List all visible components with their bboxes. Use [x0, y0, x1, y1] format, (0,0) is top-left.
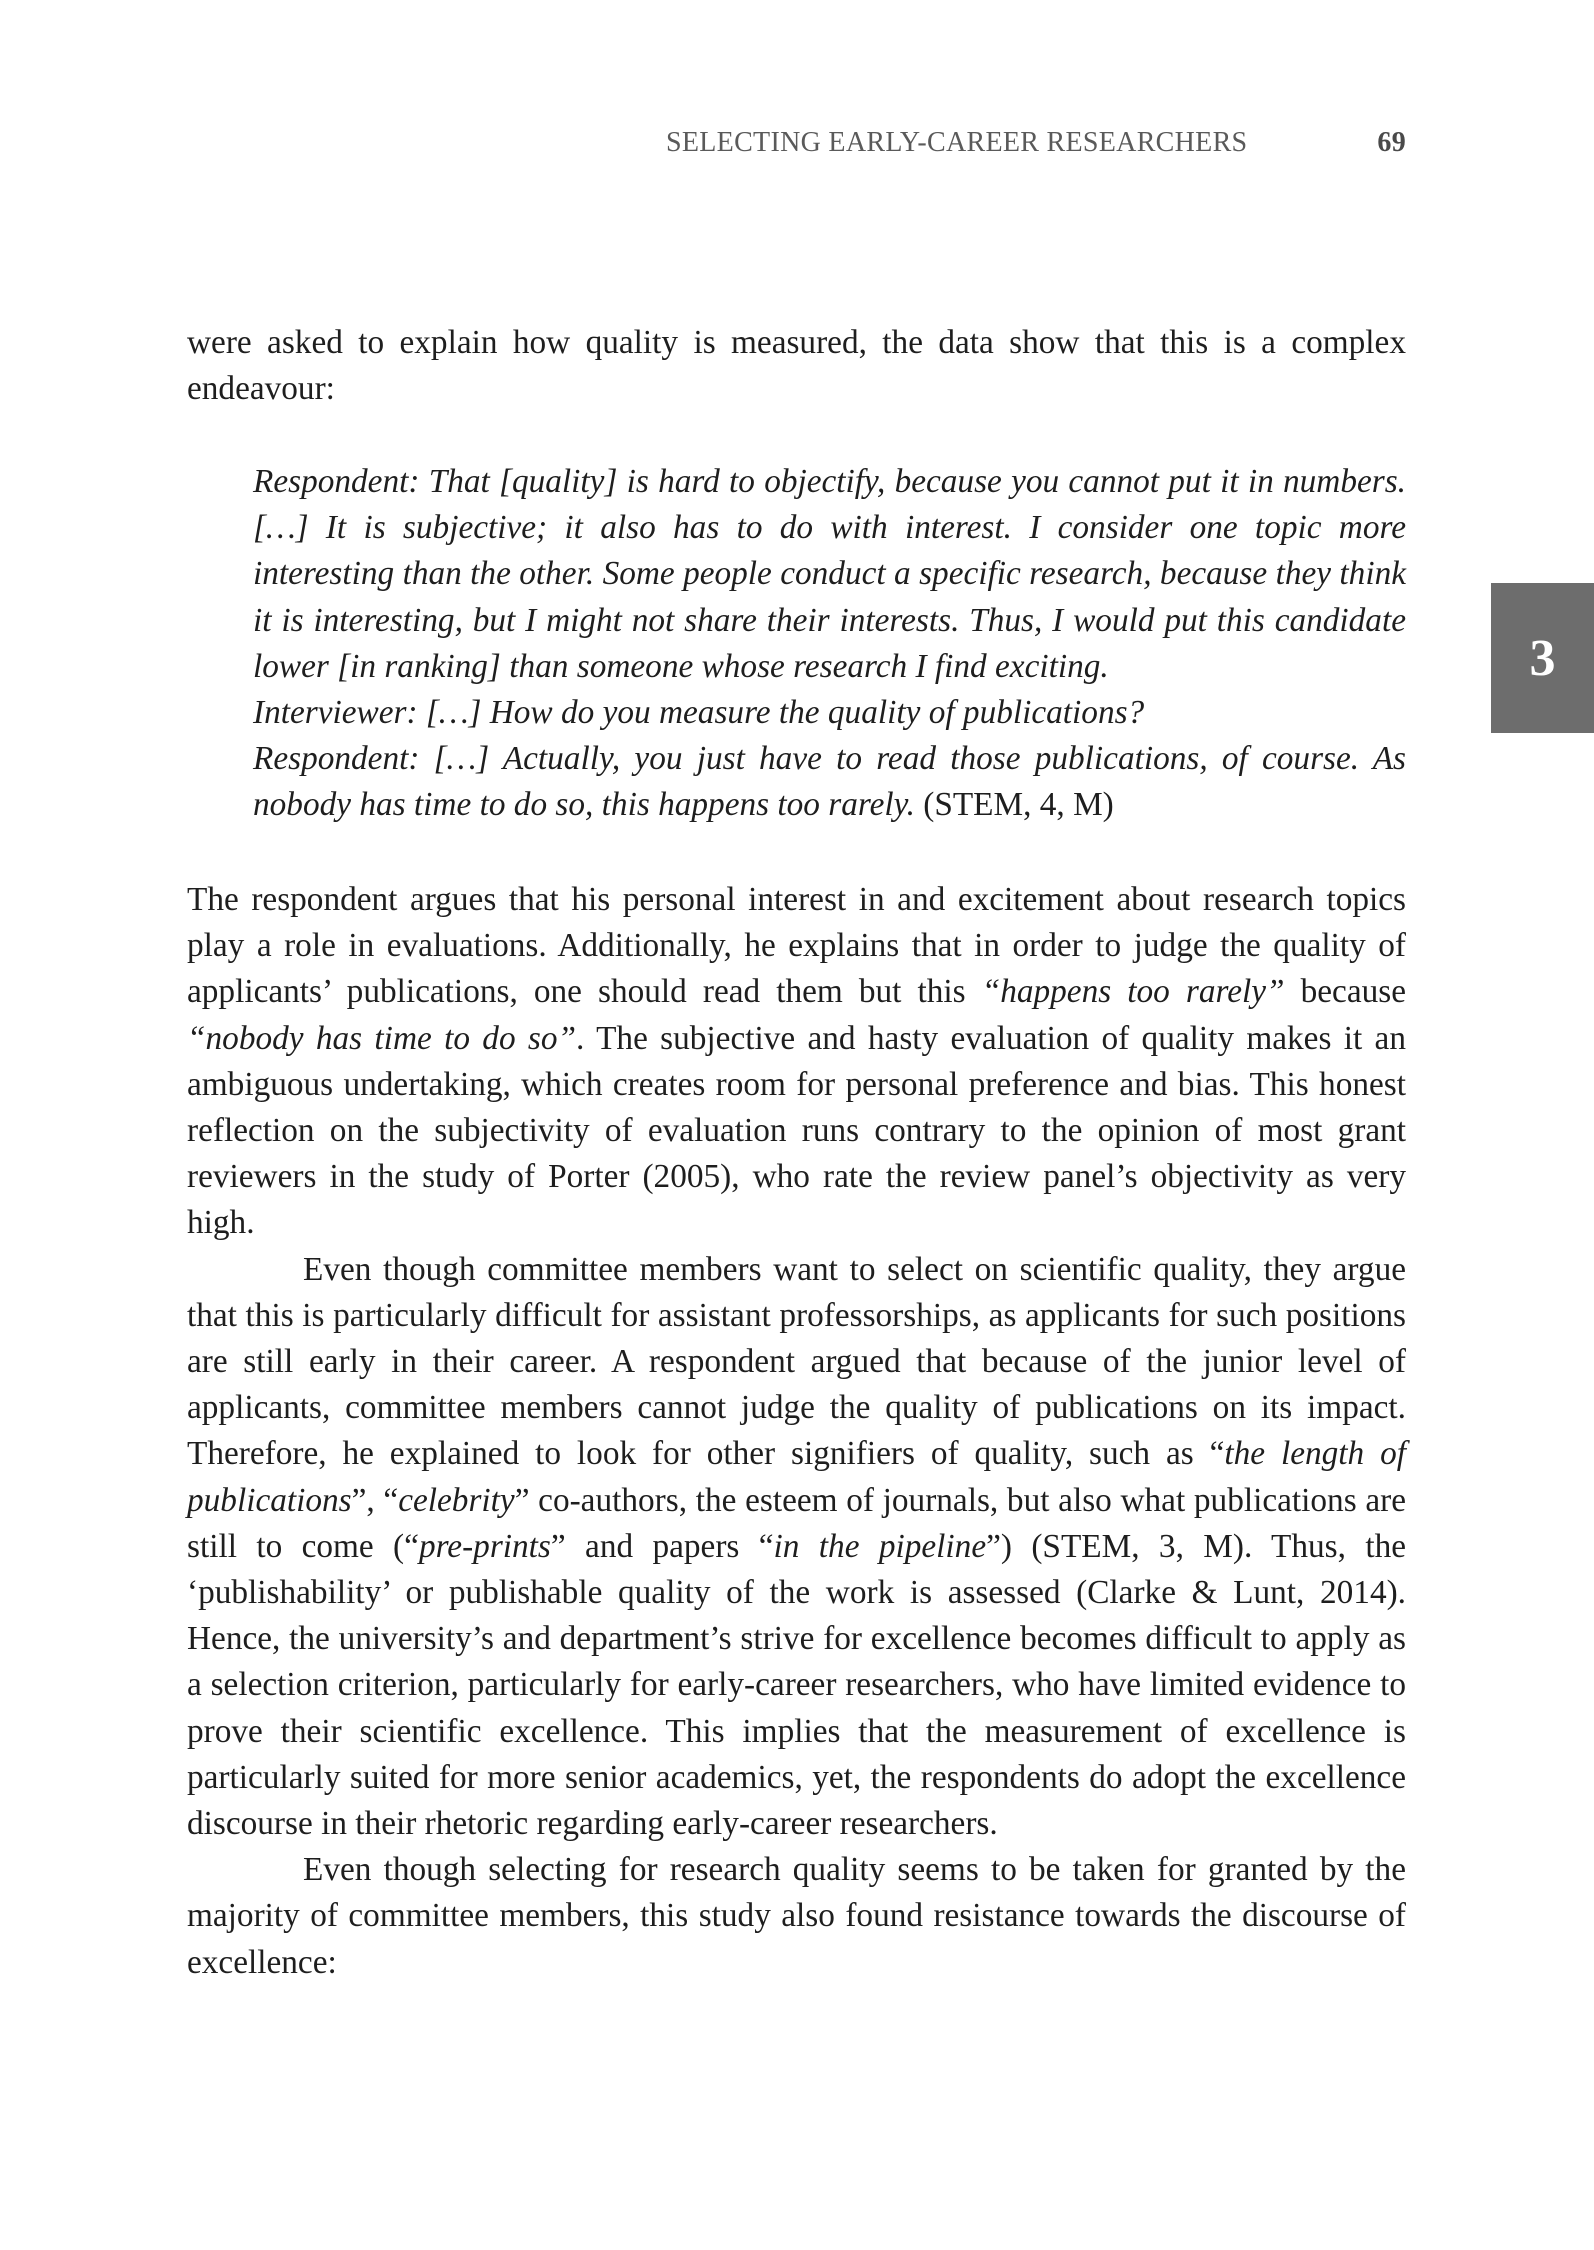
quote-phrase: in the pipeline — [773, 1527, 987, 1565]
paragraph-1-text: because — [1284, 973, 1406, 1011]
quote-respondent-2: Respondent: […] Actually, you just have to read those publications, of course. As nobody has time to do so, this happens too rarely. — [253, 740, 1406, 824]
interview-quote — [253, 459, 1406, 829]
quote-respondent-1: Respondent: That [quality] is hard to objectify, because you cannot put it in numbers. […] It is subjective; it also has to do with interest. I consider one topic more interesting than the other. Some people conduct a specific research, because they think it is interesting, but I might not share their interests. Thus, I would put this candidate lower [in ranking] than someone whose research I find exciting. — [253, 463, 1406, 685]
chapter-tab: 3 — [1491, 583, 1594, 733]
quote-reference: (STEM, 4, M) — [923, 786, 1114, 824]
paragraph-2-text: ” and papers “ — [550, 1527, 774, 1565]
paragraph-1 — [187, 877, 1406, 1247]
running-head-title: SELECTING EARLY-CAREER RESEARCHERS — [666, 127, 1248, 158]
running-head — [666, 127, 1406, 163]
body-text — [187, 877, 1406, 1986]
paragraph-2-text: ”, “ — [351, 1481, 399, 1519]
quote-phrase: celebrity — [398, 1481, 515, 1519]
intro-block — [187, 320, 1406, 412]
paragraph-1-text: The respondent argues that his personal interest in and excitement about research topics play a role in evaluations. Additionally, he explains that in order to judge the quality of applicants’ publications, one should read them but this — [187, 881, 1406, 1011]
quote-phrase: the length of publications — [187, 1435, 1406, 1519]
quote-phrase: “happens too rarely” — [981, 973, 1285, 1011]
quote-paragraph — [253, 459, 1406, 829]
page-number: 69 — [1377, 127, 1406, 158]
quote-interviewer: Interviewer: […] How do you measure the quality of publications? — [253, 694, 1145, 732]
intro-paragraph: were asked to explain how quality is measured, the data show that this is a complex endeavour: — [187, 324, 1406, 408]
paragraph-3: Even though selecting for research quality seems to be taken for granted by the majority of committee members, this study also found resistance towards the discourse of excellence: — [187, 1851, 1406, 1981]
paragraph-2-text: ”) (STEM, 3, M). Thus, the ‘publishability’ or publishable quality of the work is assessed (Clarke & Lunt, 2014). Hence, the university’s and department’s strive for excellence becomes difficult to apply as a selection criterion, particularly for early-career researchers, who have limited evidence to prove their scientific excellence. This implies that the measurement of excellence is particularly suited for more senior academics, yet, the respondents do adopt the excellence discourse in their rhetoric regarding early-career researchers. — [187, 1527, 1407, 1843]
paragraph-2-text: Even though committee members want to select on scientific quality, they argue that this is particularly difficult for assistant professorships, as applicants for such positions are still early in their career. A respondent argued that because of the junior level of applicants, committee members cannot judge the quality of publications on its impact. Therefore, he explained to look for other signifiers of quality, such as “ — [187, 1250, 1406, 1473]
paragraph-2-text: ” co-authors, the esteem of journals, but also what publications are still to come (“ — [187, 1481, 1406, 1565]
quote-phrase: pre-prints — [418, 1527, 551, 1565]
paragraph-1-text: . The subjective and hasty evaluation of quality makes it an ambiguous undertaking, which creates room for personal preference and bias. This honest reflection on the subjectivity of evaluation runs contrary to the opinion of most grant reviewers in the study of Porter (2005), who rate the review panel’s objectivity as very high. — [187, 1019, 1406, 1242]
paragraph-2 — [187, 1247, 1406, 1848]
quote-phrase: “nobody has time to do so” — [187, 1019, 577, 1057]
